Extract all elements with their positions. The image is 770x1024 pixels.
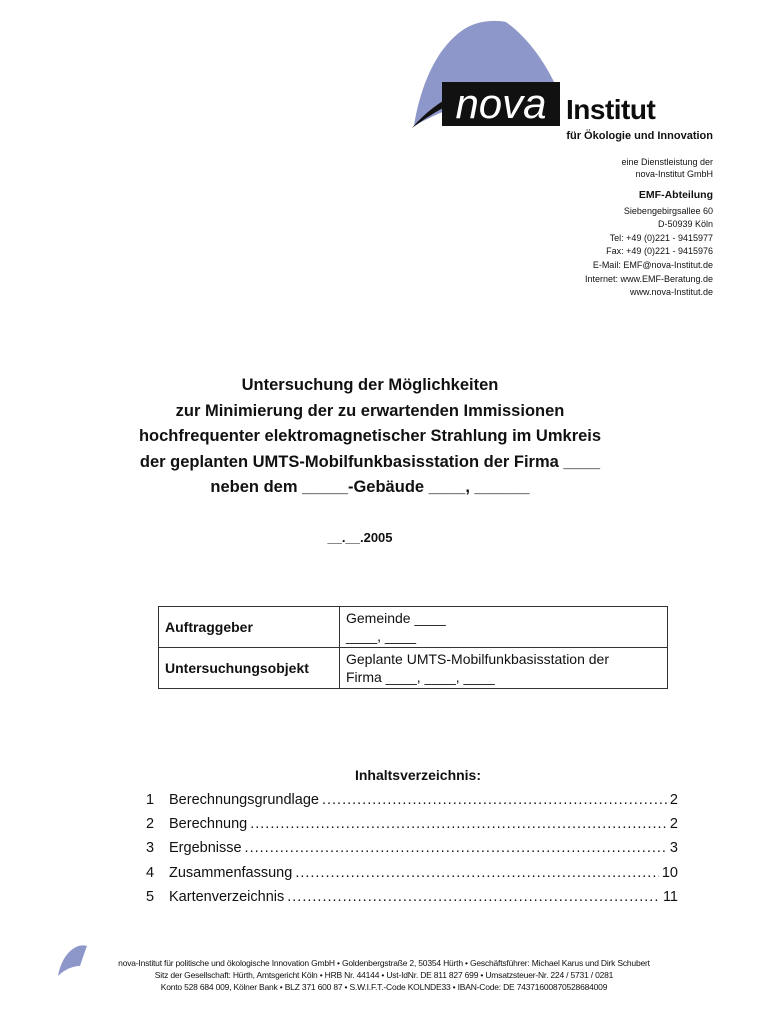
object-label: Untersuchungsobjekt <box>159 648 340 689</box>
toc-page: 10 <box>661 864 678 881</box>
document-title <box>60 373 680 501</box>
toc-leader-dots <box>287 889 660 905</box>
toc-title: Berechnungsgrundlage <box>169 792 319 808</box>
service-note <box>621 156 713 180</box>
page-footer <box>84 957 684 993</box>
client-label: Auftraggeber <box>159 607 340 648</box>
toc-leader-dots <box>322 792 667 808</box>
toc-leader-dots <box>245 840 667 856</box>
department-contact <box>585 189 713 300</box>
toc-item[interactable] <box>146 889 678 913</box>
client-value-line: ____, ____ <box>346 628 417 644</box>
toc-leader-dots <box>250 816 667 832</box>
toc-item[interactable] <box>146 816 678 840</box>
department-website-2: www.nova-Institut.de <box>629 287 713 298</box>
department-city: D-50939 Köln <box>657 219 713 230</box>
toc-title: Berechnung <box>169 816 248 833</box>
object-value-line: Firma ____, ____, ____ <box>346 669 495 685</box>
footer-line: Sitz der Gesellschaft: Hürth, Amtsgericht Köln • HRB Nr. 44144 • Ust-IdNr. DE 811 827 699 • Umsatzsteuer-Nr. 224 / 5731 / 0281 <box>154 970 614 980</box>
department-email: E-Mail: EMF@nova-Institut.de <box>592 259 713 270</box>
service-line: nova-Institut GmbH <box>635 169 713 179</box>
department-website: Internet: www.EMF-Beratung.de <box>584 273 713 284</box>
footer-line: Konto 528 684 009, Kölner Bank • BLZ 371 600 87 • S.W.I.F.T.-Code KOLNDE33 • IBAN-Code: DE 74371600870528684009 <box>160 982 608 992</box>
toc-number: 1 <box>146 792 155 808</box>
footer-line: nova-Institut für politische und ökologische Innovation GmbH • Goldenbergstraße 2, 50354 Hürth • Geschäftsführer: Michael Karus und Dirk Schubert <box>118 958 650 968</box>
logo-nova-text: nova <box>455 80 547 127</box>
table-of-contents <box>146 792 678 913</box>
department-phone: Tel: +49 (0)221 - 9415977 <box>609 232 713 243</box>
object-value <box>340 648 668 689</box>
toc-item[interactable] <box>146 840 678 864</box>
toc-page: 3 <box>669 840 678 857</box>
table-row <box>159 607 668 648</box>
client-value <box>340 607 668 648</box>
toc-item[interactable] <box>146 865 678 889</box>
title-line: neben dem _____-Gebäude ____, ______ <box>210 478 530 496</box>
client-value-line: Gemeinde ____ <box>346 610 446 626</box>
document-date: __.__.2005 <box>327 530 393 545</box>
department-fax: Fax: +49 (0)221 - 9415976 <box>606 246 713 257</box>
info-table <box>158 606 668 689</box>
logo-institut-text: Institut <box>566 94 656 125</box>
toc-page: 11 <box>662 888 678 905</box>
toc-item[interactable] <box>146 792 678 816</box>
department-address: Siebengebirgsallee 60 <box>623 205 713 216</box>
object-value-line: Geplante UMTS-Mobilfunkbasisstation der <box>346 651 610 667</box>
toc-number: 3 <box>146 840 155 857</box>
toc-title: Ergebnisse <box>169 840 242 857</box>
toc-title: Kartenverzeichnis <box>169 888 285 905</box>
title-line: der geplanten UMTS-Mobilfunkbasisstation der Firma ____ <box>139 452 601 471</box>
toc-page: 2 <box>669 792 678 808</box>
title-line: hochfrequenter elektromagnetischer Strahlung im Umkreis <box>138 427 602 445</box>
toc-number: 5 <box>146 888 155 905</box>
table-row <box>159 648 668 689</box>
toc-number: 2 <box>146 816 155 833</box>
toc-title: Zusammenfassung <box>169 864 293 881</box>
toc-heading: Inhaltsverzeichnis: <box>354 767 482 783</box>
toc-page: 2 <box>669 816 678 833</box>
toc-leader-dots <box>295 865 659 881</box>
institute-subtitle: für Ökologie und Innovation <box>566 130 713 142</box>
service-line: eine Dienstleistung der <box>621 157 713 167</box>
title-line: Untersuchung der Möglichkeiten <box>241 376 499 394</box>
title-line: zur Minimierung der zu erwartenden Immissionen <box>175 401 565 420</box>
toc-number: 4 <box>146 864 155 881</box>
department-heading: EMF-Abteilung <box>638 189 713 201</box>
